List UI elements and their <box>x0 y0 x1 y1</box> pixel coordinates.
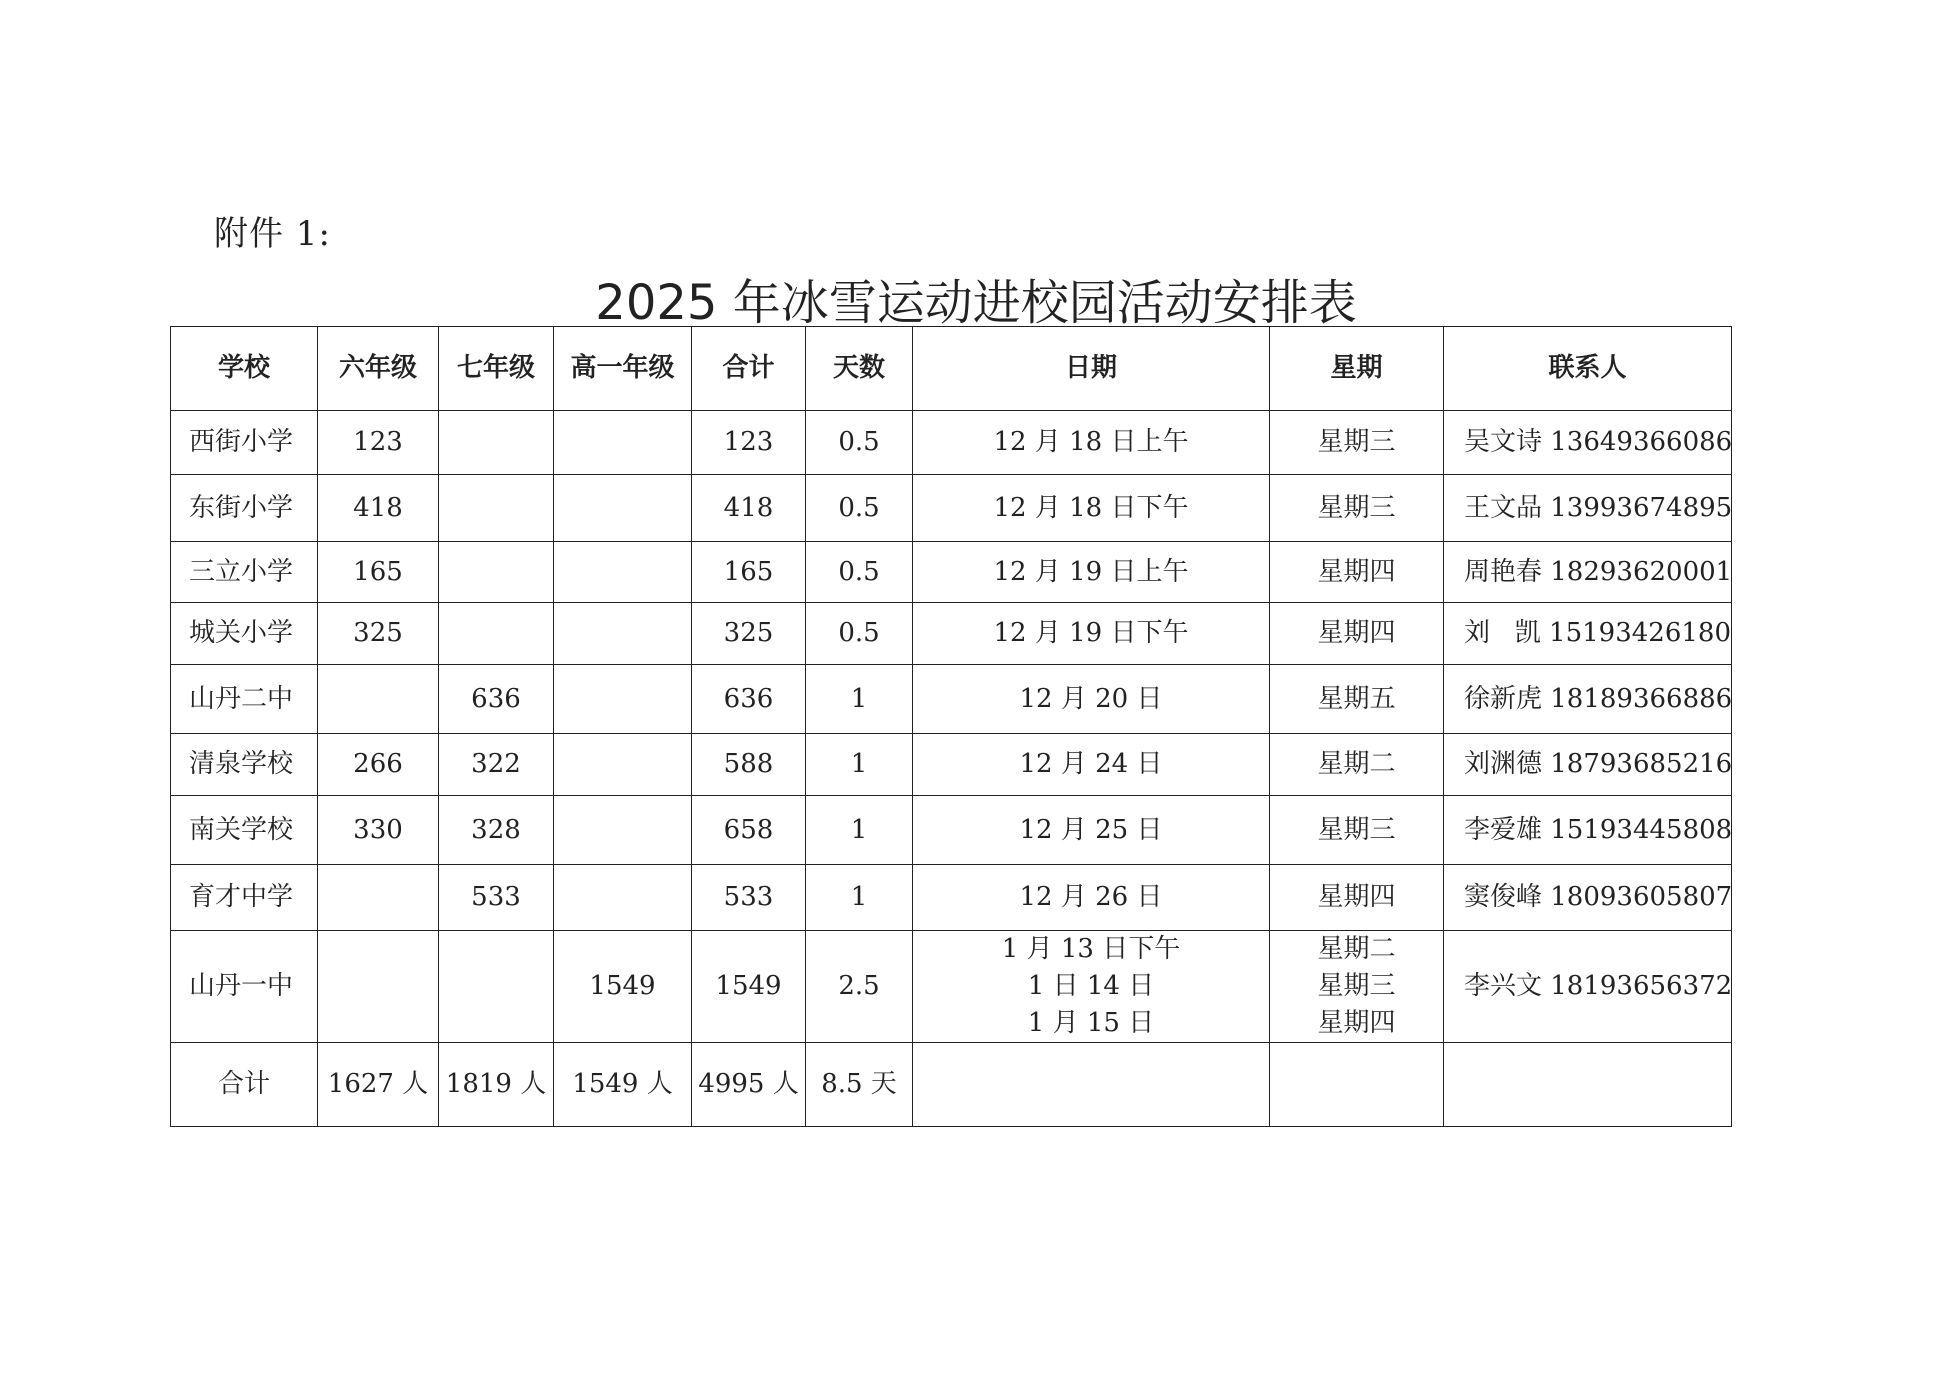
weekday-line: 星期四 <box>1317 882 1396 912</box>
table-row <box>171 475 1732 542</box>
table-row <box>171 665 1732 734</box>
grade6-cell <box>318 665 439 734</box>
header-total: 合计 <box>692 327 806 411</box>
weekday-cell <box>1270 475 1444 542</box>
grade6-cell: 325 <box>318 603 439 665</box>
date-line: 1 月 15 日 <box>1027 1008 1155 1038</box>
schedule-table <box>170 326 1732 1127</box>
total-cell: 636 <box>692 665 806 734</box>
grade7-cell <box>439 931 554 1043</box>
date-line: 12 月 25 日 <box>1019 814 1163 845</box>
grade7-cell <box>439 411 554 475</box>
grade7-cell: 636 <box>439 665 554 734</box>
total-cell: 588 <box>692 734 806 796</box>
totals-weekday <box>1270 1043 1444 1127</box>
table-row <box>171 542 1732 603</box>
header-contact: 联系人 <box>1444 327 1732 411</box>
table-row <box>171 411 1732 475</box>
school-cell: 南关学校 <box>171 796 318 865</box>
total-cell: 165 <box>692 542 806 603</box>
date-cell <box>913 665 1270 734</box>
date-line: 12 月 19 日下午 <box>993 618 1189 648</box>
table-row <box>171 734 1732 796</box>
contact-cell: 刘 凯 15193426180 <box>1444 603 1732 665</box>
weekday-line: 星期三 <box>1317 427 1396 457</box>
weekday-cell <box>1270 411 1444 475</box>
days-cell: 1 <box>806 734 913 796</box>
contact-cell: 窦俊峰 18093605807 <box>1444 865 1732 931</box>
school-cell: 山丹二中 <box>171 665 318 734</box>
grade10-cell <box>554 734 692 796</box>
header-grade6: 六年级 <box>318 327 439 411</box>
total-cell: 533 <box>692 865 806 931</box>
days-cell: 0.5 <box>806 411 913 475</box>
weekday-line: 星期三 <box>1317 814 1396 845</box>
contact-cell: 王文品 13993674895 <box>1444 475 1732 542</box>
school-cell: 东街小学 <box>171 475 318 542</box>
weekday-line: 星期四 <box>1317 556 1396 587</box>
days-cell: 1 <box>806 865 913 931</box>
date-cell <box>913 603 1270 665</box>
date-cell <box>913 734 1270 796</box>
weekday-line: 星期二 <box>1317 934 1396 964</box>
grade7-cell <box>439 603 554 665</box>
grade10-cell <box>554 665 692 734</box>
days-cell: 0.5 <box>806 542 913 603</box>
totals-row <box>171 1043 1732 1127</box>
date-line: 12 月 26 日 <box>1019 882 1163 912</box>
table-row <box>171 796 1732 865</box>
page-title: 2025 年冰雪运动进校园活动安排表 <box>595 275 1357 331</box>
totals-date <box>913 1043 1270 1127</box>
header-grade10: 高一年级 <box>554 327 692 411</box>
grade10-cell <box>554 411 692 475</box>
totals-grade6: 1627 人 <box>318 1043 439 1127</box>
header-school: 学校 <box>171 327 318 411</box>
grade10-cell <box>554 542 692 603</box>
totals-grade7: 1819 人 <box>439 1043 554 1127</box>
date-line: 12 月 18 日下午 <box>993 492 1189 523</box>
grade7-cell <box>439 542 554 603</box>
days-cell: 0.5 <box>806 475 913 542</box>
contact-cell: 周艳春 18293620001 <box>1444 542 1732 603</box>
totals-label: 合计 <box>171 1043 318 1127</box>
contact-cell: 李兴文 18193656372 <box>1444 931 1732 1043</box>
weekday-line: 星期四 <box>1317 618 1396 648</box>
date-cell <box>913 796 1270 865</box>
days-cell: 1 <box>806 796 913 865</box>
table-row <box>171 931 1732 1043</box>
weekday-line: 星期五 <box>1317 683 1396 714</box>
contact-cell: 徐新虎 18189366886 <box>1444 665 1732 734</box>
date-line: 12 月 20 日 <box>1019 683 1163 714</box>
days-cell: 0.5 <box>806 603 913 665</box>
grade10-cell <box>554 865 692 931</box>
grade10-cell <box>554 796 692 865</box>
grade6-cell: 330 <box>318 796 439 865</box>
weekday-line: 星期四 <box>1317 1008 1396 1038</box>
weekday-cell <box>1270 865 1444 931</box>
date-cell <box>913 931 1270 1043</box>
school-cell: 清泉学校 <box>171 734 318 796</box>
totals-total: 4995 人 <box>692 1043 806 1127</box>
grade7-cell: 322 <box>439 734 554 796</box>
date-cell <box>913 542 1270 603</box>
days-cell: 2.5 <box>806 931 913 1043</box>
weekday-cell <box>1270 542 1444 603</box>
weekday-cell <box>1270 665 1444 734</box>
grade7-cell: 328 <box>439 796 554 865</box>
school-cell: 山丹一中 <box>171 931 318 1043</box>
grade6-cell: 165 <box>318 542 439 603</box>
total-cell: 1549 <box>692 931 806 1043</box>
weekday-cell <box>1270 931 1444 1043</box>
grade6-cell: 418 <box>318 475 439 542</box>
grade10-cell <box>554 475 692 542</box>
school-cell: 西街小学 <box>171 411 318 475</box>
date-line: 12 月 24 日 <box>1019 749 1163 779</box>
header-days: 天数 <box>806 327 913 411</box>
total-cell: 418 <box>692 475 806 542</box>
grade6-cell: 123 <box>318 411 439 475</box>
grade6-cell <box>318 865 439 931</box>
header-weekday: 星期 <box>1270 327 1444 411</box>
days-cell: 1 <box>806 665 913 734</box>
grade7-cell <box>439 475 554 542</box>
contact-cell: 吴文诗 13649366086 <box>1444 411 1732 475</box>
header-row <box>171 327 1732 411</box>
date-line: 12 月 18 日上午 <box>993 427 1189 457</box>
weekday-line: 星期三 <box>1317 971 1396 1001</box>
total-cell: 658 <box>692 796 806 865</box>
school-cell: 育才中学 <box>171 865 318 931</box>
grade6-cell <box>318 931 439 1043</box>
school-cell: 三立小学 <box>171 542 318 603</box>
contact-cell: 李爱雄 15193445808 <box>1444 796 1732 865</box>
table-row <box>171 603 1732 665</box>
total-cell: 123 <box>692 411 806 475</box>
date-line: 1 月 13 日下午 <box>1001 934 1181 964</box>
date-line: 1 日 14 日 <box>1027 971 1155 1001</box>
grade10-cell <box>554 603 692 665</box>
totals-days: 8.5 天 <box>806 1043 913 1127</box>
total-cell: 325 <box>692 603 806 665</box>
attachment-label: 附件 1: <box>214 214 331 254</box>
grade6-cell: 266 <box>318 734 439 796</box>
totals-grade10: 1549 人 <box>554 1043 692 1127</box>
date-line: 12 月 19 日上午 <box>993 556 1189 587</box>
weekday-cell <box>1270 796 1444 865</box>
date-cell <box>913 475 1270 542</box>
date-cell <box>913 865 1270 931</box>
header-date: 日期 <box>913 327 1270 411</box>
grade10-cell: 1549 <box>554 931 692 1043</box>
weekday-line: 星期三 <box>1317 492 1396 523</box>
table-row <box>171 865 1732 931</box>
date-cell <box>913 411 1270 475</box>
weekday-cell <box>1270 603 1444 665</box>
grade7-cell: 533 <box>439 865 554 931</box>
totals-contact <box>1444 1043 1732 1127</box>
weekday-cell <box>1270 734 1444 796</box>
header-grade7: 七年级 <box>439 327 554 411</box>
contact-cell: 刘渊德 18793685216 <box>1444 734 1732 796</box>
weekday-line: 星期二 <box>1317 749 1396 779</box>
school-cell: 城关小学 <box>171 603 318 665</box>
